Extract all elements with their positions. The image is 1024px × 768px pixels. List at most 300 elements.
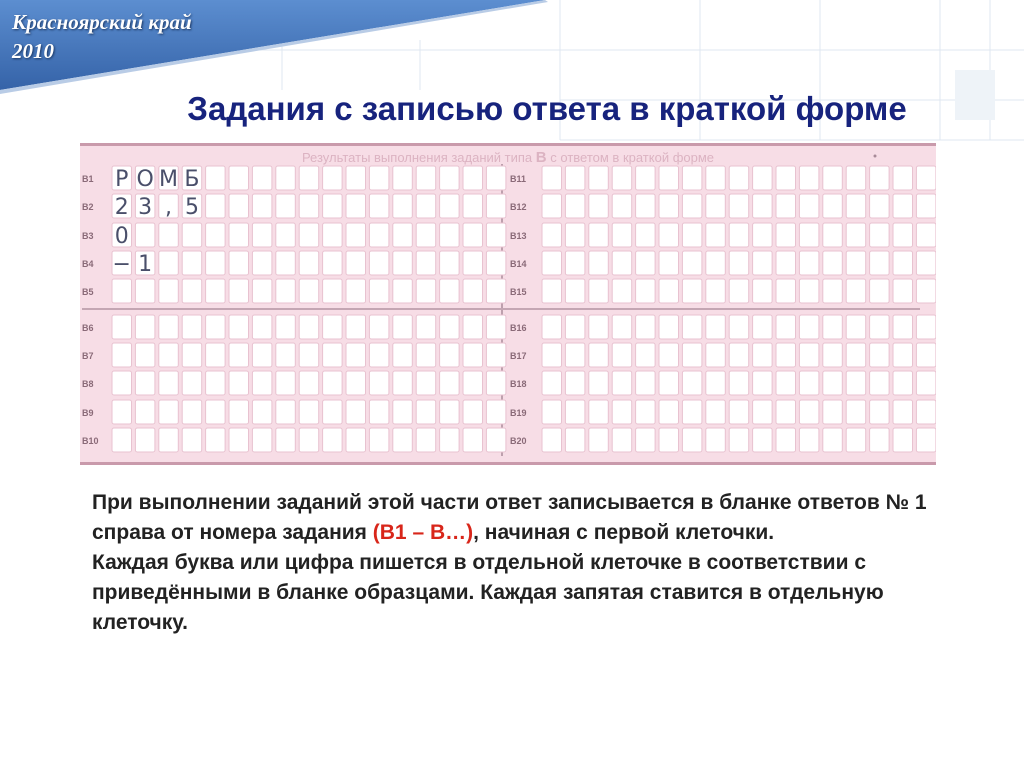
answer-cell: [299, 400, 319, 424]
answer-cell: [565, 400, 585, 424]
answer-cell: [542, 223, 562, 247]
row-label-b20: B20: [510, 436, 527, 446]
row-label-b13: B13: [510, 231, 527, 241]
answer-cell: [393, 166, 413, 190]
answer-cell: [659, 315, 679, 339]
answer-cell: [112, 400, 132, 424]
answer-cell: [369, 428, 389, 452]
answer-cell: [589, 279, 609, 303]
answer-cell: [369, 343, 389, 367]
answer-cell: [323, 400, 343, 424]
answer-cell: [870, 371, 890, 395]
answer-cell: [542, 371, 562, 395]
handwritten-char-b2: ,: [165, 195, 173, 220]
answer-cell: [776, 223, 796, 247]
answer-cell: [112, 428, 132, 452]
handwritten-char-b2: 3: [138, 195, 153, 220]
answer-cell: [463, 400, 483, 424]
handwritten-char-b4: 1: [138, 252, 153, 277]
region-name: Красноярский край: [12, 10, 192, 34]
answer-cell: [565, 315, 585, 339]
answer-cell: [612, 166, 632, 190]
answer-cell: [706, 166, 726, 190]
answer-cell: [636, 223, 656, 247]
answer-cell: [346, 428, 366, 452]
row-label-b9: B9: [82, 408, 94, 418]
row-label-b12: B12: [510, 202, 527, 212]
answer-cell: [346, 315, 366, 339]
answer-cell: [463, 428, 483, 452]
answer-cell: [440, 315, 460, 339]
answer-cell: [799, 343, 819, 367]
answer-cell: [416, 400, 436, 424]
answer-cell: [682, 279, 702, 303]
answer-cell: [823, 315, 843, 339]
answer-cell: [612, 223, 632, 247]
answer-cell: [870, 428, 890, 452]
answer-cell: [159, 428, 179, 452]
answer-cell: [299, 194, 319, 218]
answer-cell: [486, 400, 506, 424]
answer-cell: [393, 279, 413, 303]
answer-cell: [706, 279, 726, 303]
answer-cell: [565, 166, 585, 190]
answer-cell: [636, 251, 656, 275]
answer-cell: [659, 166, 679, 190]
answer-cell: [729, 251, 749, 275]
answer-cell: [612, 194, 632, 218]
answer-cell: [393, 371, 413, 395]
answer-cell: [823, 166, 843, 190]
answer-cell: [135, 400, 155, 424]
answer-cell: [846, 194, 866, 218]
answer-cell: [799, 400, 819, 424]
answer-cell: [323, 315, 343, 339]
answer-cell: [542, 279, 562, 303]
answer-cell: [440, 223, 460, 247]
answer-cell: [659, 400, 679, 424]
region-year: 2010: [12, 39, 54, 63]
answer-cell: [776, 343, 796, 367]
answer-cell: [159, 279, 179, 303]
answer-cell: [636, 371, 656, 395]
answer-cell: [776, 428, 796, 452]
answer-cell: [589, 400, 609, 424]
answer-cell: [729, 371, 749, 395]
answer-cell: [440, 343, 460, 367]
answer-cell: [323, 343, 343, 367]
answer-cell: [589, 428, 609, 452]
answer-cell: [682, 315, 702, 339]
answer-cell: [346, 343, 366, 367]
answer-cell: [659, 194, 679, 218]
answer-cell: [659, 223, 679, 247]
answer-cell: [636, 428, 656, 452]
answer-cell: [299, 428, 319, 452]
row-label-b7: B7: [82, 351, 94, 361]
answer-cell: [893, 194, 913, 218]
answer-cell: [729, 223, 749, 247]
answer-cell: [159, 251, 179, 275]
answer-cell: [706, 223, 726, 247]
answer-cell: [463, 166, 483, 190]
row-label-b5: B5: [82, 287, 94, 297]
answer-cell: [636, 400, 656, 424]
answer-cell: [870, 279, 890, 303]
answer-cell: [799, 428, 819, 452]
answer-cell: [206, 194, 226, 218]
answer-cell: [565, 371, 585, 395]
answer-cell: [846, 251, 866, 275]
answer-cell: [776, 166, 796, 190]
answer-cell: [299, 223, 319, 247]
answer-cell: [276, 166, 296, 190]
answer-cell: [916, 223, 936, 247]
answer-cell: [893, 166, 913, 190]
answer-cell: [799, 315, 819, 339]
answer-cell: [440, 251, 460, 275]
answer-cell: [486, 166, 506, 190]
row-label-b3: B3: [82, 231, 94, 241]
answer-cell: [182, 251, 202, 275]
answer-cell: [135, 315, 155, 339]
answer-cell: [659, 371, 679, 395]
answer-cell: [846, 166, 866, 190]
answer-cell: [276, 223, 296, 247]
answer-cell: [682, 428, 702, 452]
answer-cell: [682, 166, 702, 190]
answer-cell: [463, 343, 483, 367]
answer-cell: [542, 166, 562, 190]
answer-cell: [589, 371, 609, 395]
answer-cell: [612, 371, 632, 395]
answer-cell: [440, 428, 460, 452]
answer-cell: [893, 343, 913, 367]
answer-cell: [706, 315, 726, 339]
answer-cell: [659, 279, 679, 303]
answer-cell: [636, 315, 656, 339]
answer-cell: [776, 251, 796, 275]
answer-cell: [565, 279, 585, 303]
answer-cell: [252, 428, 272, 452]
answer-cell: [823, 251, 843, 275]
answer-cell: [846, 279, 866, 303]
answer-cell: [542, 251, 562, 275]
answer-cell: [112, 315, 132, 339]
handwritten-char-b1: М: [159, 167, 179, 192]
answer-cell: [416, 279, 436, 303]
answer-cell: [252, 223, 272, 247]
handwritten-char-b4: −: [112, 252, 131, 277]
answer-cell: [416, 371, 436, 395]
answer-cell: [440, 166, 460, 190]
instruction-paragraph-1: При выполнении заданий этой части ответ записывается в бланке ответов № 1 справа от номера задания (В1 – В…), начиная с первой клеточки.: [92, 491, 927, 544]
answer-cell: [206, 166, 226, 190]
answer-cell: [135, 428, 155, 452]
answer-cell: [706, 343, 726, 367]
answer-cell: [346, 400, 366, 424]
answer-cell: [870, 251, 890, 275]
answer-cell: [206, 315, 226, 339]
answer-cell: [252, 371, 272, 395]
answer-cell: [323, 428, 343, 452]
answer-cell: [346, 371, 366, 395]
answer-cell: [753, 343, 773, 367]
answer-cell: [135, 371, 155, 395]
answer-cell: [682, 223, 702, 247]
form-heading: Результаты выполнения заданий типа В с ответом в краткой форме: [301, 149, 715, 166]
answer-cell: [729, 428, 749, 452]
answer-cell: [486, 223, 506, 247]
row-label-b19: B19: [510, 408, 527, 418]
answer-cell: [542, 315, 562, 339]
answer-cell: [612, 251, 632, 275]
answer-cell: [182, 343, 202, 367]
answer-cell: [159, 371, 179, 395]
answer-cell: [823, 343, 843, 367]
answer-form-grid: [80, 146, 936, 468]
answer-cell: [916, 194, 936, 218]
answer-cell: [299, 279, 319, 303]
answer-cell: [486, 343, 506, 367]
answer-cell: [589, 251, 609, 275]
answer-cell: [346, 223, 366, 247]
row-label-b2: B2: [82, 202, 94, 212]
answer-cell: [182, 400, 202, 424]
answer-cell: [753, 428, 773, 452]
answer-cell: [112, 343, 132, 367]
answer-cell: [823, 223, 843, 247]
row-label-b6: B6: [82, 323, 94, 333]
answer-cell: [753, 223, 773, 247]
answer-cell: [659, 428, 679, 452]
answer-cell: [612, 343, 632, 367]
row-label-b18: B18: [510, 379, 527, 389]
answer-cell: [229, 428, 249, 452]
answer-cell: [229, 194, 249, 218]
answer-cell: [463, 251, 483, 275]
answer-cell: [229, 343, 249, 367]
answer-cell: [846, 428, 866, 452]
answer-cell: [299, 251, 319, 275]
handwritten-char-b3: 0: [114, 224, 129, 249]
answer-cell: [416, 428, 436, 452]
answer-cell: [369, 279, 389, 303]
answer-cell: [440, 194, 460, 218]
answer-cell: [440, 371, 460, 395]
row-label-b11: B11: [510, 174, 527, 184]
answer-cell: [799, 166, 819, 190]
answer-cell: [729, 315, 749, 339]
instruction-paragraph-2: Каждая буква или цифра пишется в отдельной клеточке в соответствии с приведёнными в бланке образцами. Каждая запятая ставится в отдельную клеточку.: [92, 551, 884, 634]
answer-cell: [159, 315, 179, 339]
answer-cell: [346, 251, 366, 275]
answer-cell: [612, 400, 632, 424]
answer-cell: [159, 400, 179, 424]
answer-cell: [206, 251, 226, 275]
answer-cell: [369, 223, 389, 247]
handwritten-char-b1: Р: [115, 167, 129, 192]
answer-cell: [589, 194, 609, 218]
answer-cell: [393, 315, 413, 339]
answer-cell: [393, 343, 413, 367]
answer-cell: [416, 251, 436, 275]
answer-cell: [486, 428, 506, 452]
answer-cell: [823, 194, 843, 218]
answer-cell: [753, 166, 773, 190]
answer-cell: [486, 251, 506, 275]
answer-cell: [393, 251, 413, 275]
instructions: [92, 488, 962, 638]
answer-cell: [159, 223, 179, 247]
answer-cell: [206, 279, 226, 303]
answer-cell: [659, 343, 679, 367]
row-label-b8: B8: [82, 379, 94, 389]
answer-cell: [416, 343, 436, 367]
answer-cell: [636, 166, 656, 190]
answer-cell: [206, 428, 226, 452]
answer-cell: [182, 315, 202, 339]
answer-cell: [252, 315, 272, 339]
answer-cell: [589, 343, 609, 367]
answer-cell: [870, 194, 890, 218]
answer-cell: [729, 194, 749, 218]
answer-cell: [416, 194, 436, 218]
answer-cell: [729, 343, 749, 367]
answer-cell: [252, 251, 272, 275]
answer-cell: [565, 428, 585, 452]
answer-cell: [369, 251, 389, 275]
answer-cell: [276, 194, 296, 218]
row-label-b10: B10: [82, 436, 99, 446]
answer-cell: [893, 371, 913, 395]
answer-cell: [706, 251, 726, 275]
answer-cell: [893, 251, 913, 275]
answer-cell: [206, 400, 226, 424]
handwritten-char-b1: Б: [184, 167, 200, 192]
answer-cell: [916, 315, 936, 339]
answer-cell: [753, 371, 773, 395]
answer-cell: [416, 166, 436, 190]
answer-cell: [823, 428, 843, 452]
answer-cell: [776, 279, 796, 303]
answer-cell: [182, 223, 202, 247]
answer-cell: [682, 251, 702, 275]
answer-cell: [463, 371, 483, 395]
answer-cell: [893, 223, 913, 247]
handwritten-char-b1: О: [136, 167, 154, 192]
answer-cell: [612, 279, 632, 303]
answer-cell: [229, 223, 249, 247]
answer-cell: [299, 371, 319, 395]
answer-cell: [542, 428, 562, 452]
answer-cell: [135, 279, 155, 303]
row-label-b1: B1: [82, 174, 94, 184]
answer-cell: [636, 194, 656, 218]
answer-cell: [135, 223, 155, 247]
answer-cell: [276, 343, 296, 367]
answer-cell: [323, 166, 343, 190]
answer-cell: [846, 315, 866, 339]
answer-cell: [486, 279, 506, 303]
answer-cell: [636, 343, 656, 367]
row-label-b14: B14: [510, 259, 527, 269]
answer-cell: [706, 194, 726, 218]
answer-cell: [565, 343, 585, 367]
answer-cell: [135, 343, 155, 367]
answer-cell: [565, 251, 585, 275]
answer-cell: [542, 400, 562, 424]
answer-cell: [799, 194, 819, 218]
answer-cell: [229, 371, 249, 395]
answer-cell: [486, 194, 506, 218]
answer-cell: [369, 371, 389, 395]
answer-cell: [565, 223, 585, 247]
answer-cell: [823, 371, 843, 395]
answer-cell: [799, 371, 819, 395]
answer-cell: [440, 400, 460, 424]
answer-cell: [440, 279, 460, 303]
answer-cell: [323, 194, 343, 218]
region-label: [12, 8, 192, 66]
answer-cell: [323, 223, 343, 247]
answer-cell: [369, 315, 389, 339]
answer-cell: [252, 194, 272, 218]
answer-cell: [369, 400, 389, 424]
answer-cell: [323, 371, 343, 395]
answer-cell: [299, 166, 319, 190]
answer-cell: [346, 279, 366, 303]
answer-cell: [182, 428, 202, 452]
answer-cell: [893, 400, 913, 424]
answer-cell: [276, 315, 296, 339]
answer-cell: [776, 315, 796, 339]
answer-cell: [659, 251, 679, 275]
answer-cell: [346, 194, 366, 218]
row-label-b17: B17: [510, 351, 527, 361]
answer-cell: [729, 400, 749, 424]
answer-cell: [823, 279, 843, 303]
answer-cell: [229, 400, 249, 424]
answer-cell: [846, 343, 866, 367]
answer-cell: [323, 279, 343, 303]
answer-cell: [916, 166, 936, 190]
row-label-b4: B4: [82, 259, 94, 269]
answer-cell: [463, 315, 483, 339]
answer-cell: [916, 279, 936, 303]
answer-cell: [870, 223, 890, 247]
answer-cell: [346, 166, 366, 190]
answer-cell: [706, 400, 726, 424]
answer-cell: [729, 279, 749, 303]
row-label-b15: B15: [510, 287, 527, 297]
answer-cell: [682, 194, 702, 218]
answer-cell: [206, 371, 226, 395]
answer-cell: [636, 279, 656, 303]
answer-form-image: [80, 143, 936, 465]
answer-cell: [252, 279, 272, 303]
answer-cell: [276, 400, 296, 424]
answer-cell: [706, 371, 726, 395]
answer-cell: [753, 315, 773, 339]
answer-cell: [565, 194, 585, 218]
answer-cell: [112, 371, 132, 395]
answer-cell: [486, 315, 506, 339]
answer-cell: [846, 371, 866, 395]
answer-cell: [299, 343, 319, 367]
answer-cell: [276, 251, 296, 275]
answer-cell: [416, 223, 436, 247]
